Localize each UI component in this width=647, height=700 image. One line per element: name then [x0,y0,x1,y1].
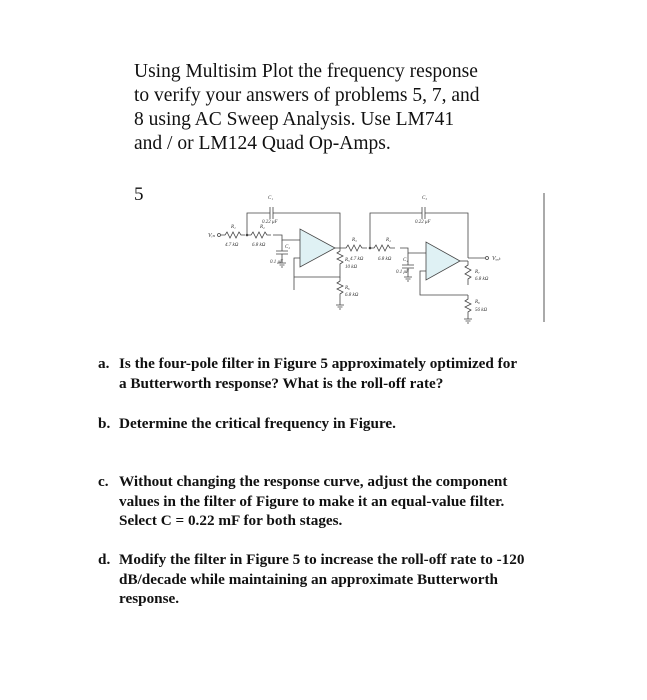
intro-line: 8 using AC Sweep Analysis. Use LM741 [134,109,455,130]
vin-label: Vᵢₙ [208,233,216,239]
intro-line: and / or LM124 Quad Op-Amps. [134,133,391,154]
c3-label: C₃ [422,196,428,201]
resistor-r3 [340,245,367,251]
c4-value: 0.1 μF [396,270,410,275]
resistor-r1 [221,232,245,238]
c2-value: 0.1 μF [270,260,284,265]
question-text: values in the filter of Figure to make it an equal-value filter. [119,492,505,510]
r7-label: R₇ [475,270,480,275]
question-d [98,550,578,609]
filter-circuit-diagram [200,185,560,330]
question-label: d. [98,551,111,568]
question-a [98,354,578,393]
question-label: b. [98,415,111,432]
r5-value: 10 kΩ [345,265,358,270]
r1-label: R₁ [231,225,236,230]
r3-value: 4.7 kΩ [350,257,364,262]
resistor-r4 [370,245,395,251]
r6-label: R₆ [345,286,350,291]
r4-value: 6.8 kΩ [378,257,392,262]
c4-label: C₄ [403,258,409,263]
r8-label: R₈ [475,300,480,305]
intro-line: Using Multisim Plot the frequency response [134,61,478,82]
opamp-1 [300,229,335,267]
capacitor-c3 [422,207,425,219]
vout-label: Vₒᵤₜ [492,256,501,262]
r5-label: R₅ [345,258,350,263]
resistor-r7 [465,261,471,285]
capacitor-c4 [402,265,414,268]
r6-value: 6.8 kΩ [345,293,359,298]
r2-label: R₂ [260,225,265,230]
resistor-r5 [337,248,343,269]
r8-value: 56 kΩ [475,308,488,313]
c3-value: 0.22 μF [415,220,431,225]
r2-value: 6.8 kΩ [252,243,266,248]
question-label: c. [98,473,109,490]
capacitor-c1 [270,207,273,219]
question-text: Without changing the response curve, adjust the component [119,473,508,490]
capacitor-c2 [276,251,288,254]
c1-label: C₁ [268,196,274,201]
question-text: Determine the critical frequency in Figure. [119,415,396,432]
intro-line: to verify your answers of problems 5, 7, and [134,85,480,106]
r7-value: 6.8 kΩ [475,277,489,282]
resistor-r6 [337,277,343,301]
question-label: a. [98,355,110,372]
resistor-r8 [465,295,471,317]
r4-label: R₄ [386,238,391,243]
question-c [98,472,578,531]
question-text: Is the four-pole filter in Figure 5 approximately optimized for [119,355,518,372]
question-text: Select C = 0.22 mF for both stages. [119,512,343,529]
opamp-2 [426,242,460,280]
question-text: Modify the filter in Figure 5 to increase the roll-off rate to -120 [119,551,525,568]
question-text: dB/decade while maintaining an approximate Butterworth [119,570,498,588]
resistor-r2 [247,232,271,238]
question-b [98,414,578,434]
r3-label: R₃ [352,238,357,243]
r1-value: 4.7 kΩ [225,243,239,248]
question-text: response. [119,590,180,607]
question-text: a Butterworth response? What is the roll-off rate? [119,374,444,392]
intro-paragraph [134,60,534,156]
figure-number: 5 [134,184,144,205]
c1-value: 0.22 μF [262,220,278,225]
c2-label: C₂ [285,245,291,250]
